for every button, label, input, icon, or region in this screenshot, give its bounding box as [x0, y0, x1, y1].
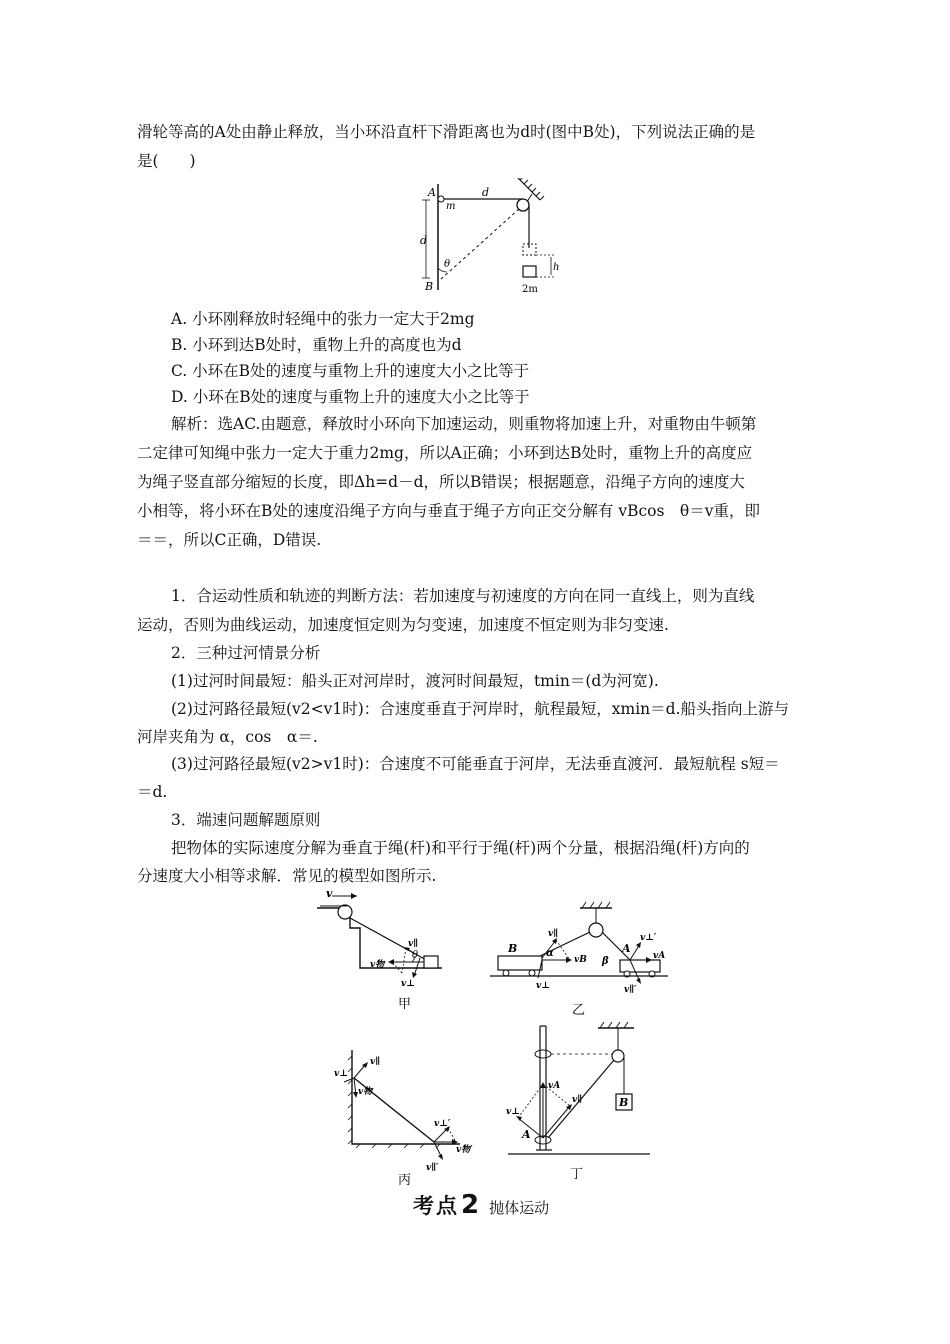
- label-h: h: [553, 262, 560, 273]
- yi-vB: vB: [574, 955, 587, 965]
- summary-case2-line1: (2)过河路径最短(v2<v1时)：合速度垂直于河岸时，航程最短，xmin＝d.船头指向上游与: [171, 700, 790, 718]
- model-bing: [330, 1046, 480, 1188]
- option-b[interactable]: [171, 333, 462, 355]
- yi-alpha: α: [546, 948, 554, 959]
- option-d-letter: D.: [171, 388, 188, 406]
- summary-case3-line2: ＝d.: [137, 783, 168, 801]
- section-title: 抛体运动: [489, 1199, 550, 1217]
- yi-v-par-l: v∥: [548, 929, 558, 939]
- bing-v-par2: v∥′: [426, 1163, 439, 1173]
- label-A: A: [428, 186, 436, 199]
- yi-caption: 乙: [572, 1003, 586, 1018]
- label-d-top: d: [482, 186, 490, 199]
- option-d-text: 小环在B处的速度与重物上升的速度大小之比等于: [192, 388, 530, 406]
- label-B: B: [425, 280, 434, 293]
- ding-v-par: v∥: [572, 1095, 582, 1105]
- summary-point1-line1: 1．合运动性质和轨迹的判断方法：若加速度与初速度的方向在同一直线上，则为直线: [171, 587, 755, 605]
- summary-case1: (1)过河时间最短：船头正对河岸时，渡河时间最短，tmin＝(d为河宽).: [171, 672, 659, 690]
- label-d-left: d: [420, 234, 428, 247]
- analysis-line3: 为绳子竖直部分缩短的长度，即Δh=d－d，所以B错误；根据题意，沿绳子方向的速度大: [137, 473, 745, 491]
- bing-v-obj: v物: [358, 1087, 373, 1097]
- bing-v-par: v∥: [370, 1057, 380, 1067]
- analysis-line1: 解析：选AC.由题意，释放时小环向下加速运动，则重物将加速上升，对重物由牛顿第: [171, 415, 757, 433]
- summary-point1-line2: 运动，否则为曲线运动，加速度恒定则为匀变速，加速度不恒定则为非匀变速.: [137, 616, 669, 634]
- bing-v-obj2: v物′: [456, 1145, 473, 1155]
- option-b-text: 小环到达B处时，重物上升的高度也为d: [192, 336, 462, 354]
- section-heading: [413, 1190, 549, 1220]
- summary-point3-line2: 分速度大小相等求解．常见的模型如图所示.: [137, 867, 437, 885]
- option-a-text: 小环刚释放时轻绳中的张力一定大于2mg: [192, 310, 475, 328]
- summary-case2-line2: 河岸夹角为 α，cos α＝.: [137, 728, 318, 746]
- label-2m: 2m: [522, 284, 538, 295]
- yi-vA: vA: [653, 951, 666, 961]
- model-jia: [312, 886, 452, 1018]
- analysis-line5: ＝＝，所以C正确，D错误.: [137, 531, 322, 549]
- option-a-letter: A.: [171, 310, 188, 328]
- bing-v-perp2: v⊥′: [434, 1119, 451, 1129]
- ring-pulley-figure: [410, 178, 560, 296]
- analysis-line4: 小相等，将小环在B处的速度沿绳子方向与垂直于绳子方向正交分解有 vBcos θ＝v重，即: [137, 502, 761, 520]
- section-prefix: 考点: [413, 1194, 459, 1218]
- jia-caption: 甲: [398, 997, 412, 1012]
- ding-caption: 丁: [570, 1167, 584, 1182]
- question-intro-line2: 是( ): [137, 152, 196, 170]
- bing-caption: 丙: [398, 1173, 412, 1188]
- model-yi: [490, 900, 670, 1018]
- label-m: m: [446, 201, 456, 212]
- jia-v-obj: v物: [370, 960, 385, 970]
- yi-v-perp-l: v⊥: [536, 981, 550, 991]
- option-c-letter: C.: [171, 362, 188, 380]
- ding-v-perp: v⊥: [506, 1107, 520, 1117]
- ding-vA: vA: [548, 1081, 561, 1091]
- summary-point3-title: 3．端速问题解题原则: [171, 811, 321, 829]
- yi-v-par-r: v∥′: [624, 985, 637, 995]
- jia-v-par: v∥: [408, 939, 418, 949]
- ding-A: A: [522, 1128, 531, 1141]
- question-intro-line1: 滑轮等高的A处由静止释放，当小环沿直杆下滑距离也为d时(图中B处)，下列说法正确的是: [137, 123, 756, 141]
- option-a[interactable]: [171, 307, 475, 329]
- option-d[interactable]: [171, 385, 530, 407]
- label-theta: θ: [444, 259, 451, 270]
- bing-v-perp: v⊥: [334, 1069, 348, 1079]
- jia-v: v: [326, 887, 333, 900]
- yi-beta: β: [602, 956, 609, 967]
- section-number: 2: [461, 1190, 480, 1220]
- option-c[interactable]: [171, 359, 529, 381]
- option-c-text: 小环在B处的速度与重物上升的速度大小之比等于: [192, 362, 530, 380]
- analysis-line2: 二定律可知绳中张力一定大于重力2mg，所以A正确；小环到达B处时，重物上升的高度应: [137, 444, 753, 462]
- yi-B: B: [508, 942, 518, 955]
- yi-A: A: [622, 942, 631, 955]
- yi-v-perp-r: v⊥′: [640, 933, 657, 943]
- summary-point2-title: 2．三种过河情景分析: [171, 644, 321, 662]
- ding-B: B: [619, 1096, 629, 1109]
- option-b-letter: B.: [171, 336, 188, 354]
- jia-v-perp: v⊥: [401, 979, 415, 989]
- model-ding: [500, 1022, 660, 1184]
- summary-point3-line1: 把物体的实际速度分解为垂直于绳(杆)和平行于绳(杆)两个分量，根据沿绳(杆)方向的: [171, 839, 750, 857]
- jia-theta: θ: [412, 950, 419, 961]
- summary-case3-line1: (3)过河路径最短(v2>v1时)：合速度不可能垂直于河岸，无法垂直渡河．最短航程 s短＝: [171, 755, 780, 773]
